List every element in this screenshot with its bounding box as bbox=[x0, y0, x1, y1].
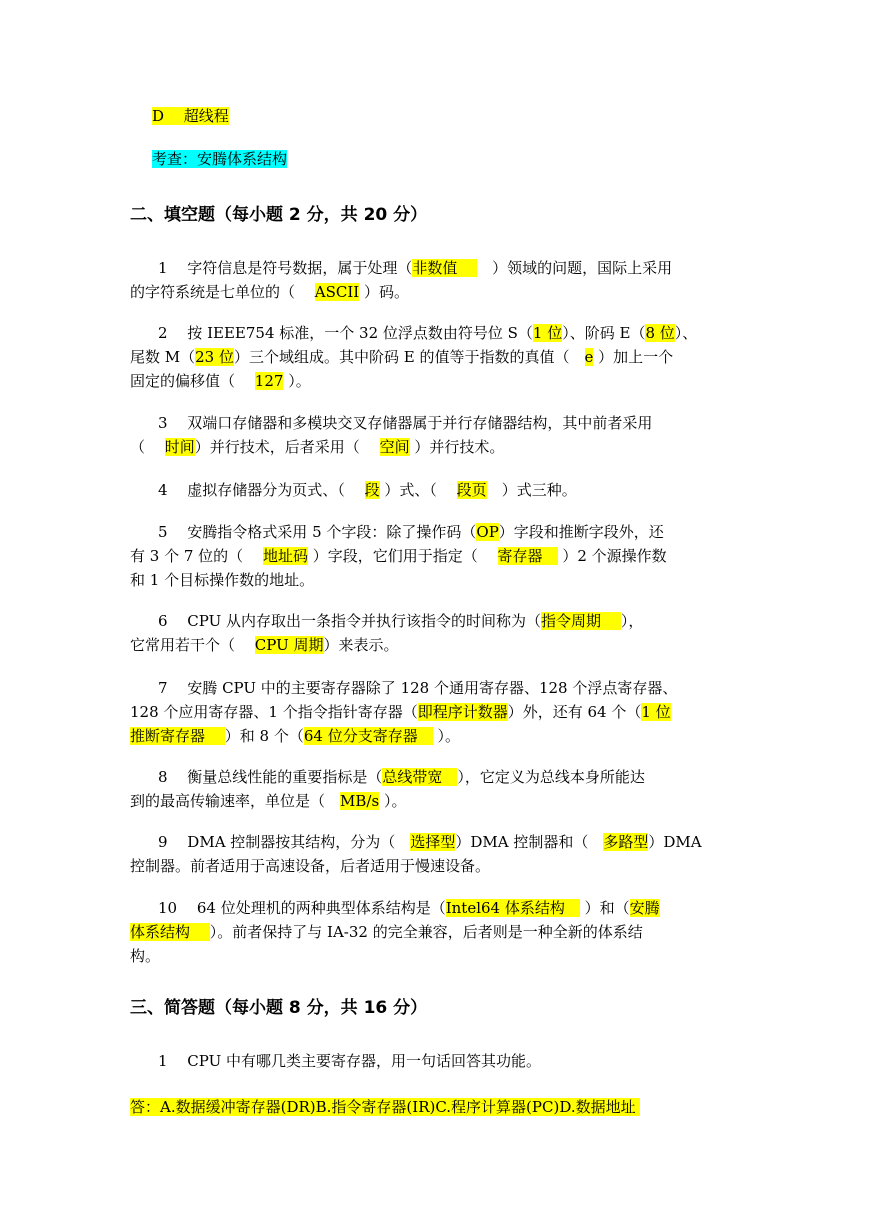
answer: 时间 bbox=[164, 438, 195, 456]
answer: CPU 周期 bbox=[254, 636, 324, 654]
answer: 段页 bbox=[456, 481, 487, 499]
answer: 体系结构 bbox=[130, 923, 210, 941]
answer: 总线带宽 bbox=[382, 768, 458, 786]
question-line: 8 衡量总线性能的重要指标是（总线带宽 ），它定义为总线本身所能达 bbox=[158, 768, 645, 786]
answer: 段 bbox=[364, 481, 380, 499]
answer: 127 bbox=[254, 372, 284, 390]
question-line: 到的最高传输速率，单位是（ MB/s ）。 bbox=[130, 792, 407, 810]
question-line: 3 双端口存储器和多模块交叉存储器属于并行存储器结构，其中前者采用 bbox=[158, 414, 653, 432]
answer: 选择型 bbox=[410, 833, 456, 851]
answer: 推断寄存器 bbox=[130, 727, 225, 745]
answer: 答：A.数据缓冲寄存器(DR)B.指令寄存器(IR)C.程序计算器(PC)D.数据地址 bbox=[130, 1098, 641, 1116]
answer: 8 位 bbox=[645, 324, 675, 342]
answer: Intel64 体系结构 bbox=[445, 899, 580, 917]
answer: OP bbox=[476, 523, 499, 541]
answer-line bbox=[130, 1096, 640, 1118]
question-line: 和 1 个目标操作数的地址。 bbox=[130, 571, 315, 589]
question-line: 7 安腾 CPU 中的主要寄存器除了 128 个通用寄存器、128 个浮点寄存器、 bbox=[158, 679, 678, 697]
answer: 非数值 bbox=[412, 259, 478, 277]
question-line: 控制器。前者适用于高速设备，后者适用于慢速设备。 bbox=[130, 857, 491, 875]
section-heading: 三、简答题（每小题 8 分，共 16 分） bbox=[130, 998, 428, 1018]
question-line: 推断寄存器 ）和 8 个（64 位分支寄存器 ）。 bbox=[130, 727, 461, 745]
question-line: 128 个应用寄存器、1 个指令指针寄存器（即程序计数器）外，还有 64 个（1 位 bbox=[130, 703, 671, 721]
question-line: 6 CPU 从内存取出一条指令并执行该指令的时间称为（指令周期 ）， bbox=[158, 612, 644, 630]
answer: MB/s bbox=[340, 792, 380, 810]
question-line: 2 按 IEEE754 标准，一个 32 位浮点数由符号位 S（1 位）、阶码 E（8 位）、 bbox=[158, 324, 698, 342]
highlighted-text: D 超线程 bbox=[152, 107, 229, 125]
question-line: 固定的偏移值（ 127 ）。 bbox=[130, 372, 311, 390]
answer: 64 位分支寄存器 bbox=[303, 727, 433, 745]
question-line: 10 64 位处理机的两种典型体系结构是（Intel64 体系结构 ）和（安腾 bbox=[158, 899, 660, 917]
section-heading: 二、填空题（每小题 2 分，共 20 分） bbox=[130, 205, 428, 225]
answer: ASCII bbox=[314, 283, 360, 301]
question-line: 尾数 M（23 位）三个域组成。其中阶码 E 的值等于指数的真值（ e ）加上一个 bbox=[130, 348, 674, 366]
answer: 1 位 bbox=[641, 703, 671, 721]
answer: 即程序计数器 bbox=[417, 703, 508, 721]
answer: 1 位 bbox=[532, 324, 563, 342]
question-line: 的字符系统是七单位的（ ASCII ）码。 bbox=[130, 283, 410, 301]
answer: e bbox=[584, 348, 594, 366]
answer: 安腾 bbox=[629, 899, 660, 917]
answer: 空间 bbox=[379, 438, 410, 456]
question-line: （ 时间）并行技术，后者采用（ 空间 ）并行技术。 bbox=[130, 438, 505, 456]
answer: 指令周期 bbox=[541, 612, 621, 630]
question-line: 5 安腾指令格式采用 5 个字段：除了操作码（OP）字段和推断字段外，还 bbox=[158, 523, 664, 541]
question-line: 它常用若干个（ CPU 周期）来表示。 bbox=[130, 636, 399, 654]
question-line: 构。 bbox=[130, 947, 161, 965]
answer: 寄存器 bbox=[497, 547, 558, 565]
question-line: 1 CPU 中有哪几类主要寄存器，用一句话回答其功能。 bbox=[158, 1052, 542, 1070]
question-line: 4 虚拟存储器分为页式、（ 段 ）式、（ 段页 ）式三种。 bbox=[158, 481, 577, 499]
question-line: 体系结构 ）。前者保持了与 IA-32 的完全兼容，后者则是一种全新的体系结 bbox=[130, 923, 643, 941]
highlighted-text: 考查：安腾体系结构 bbox=[152, 150, 288, 168]
question-line: 有 3 个 7 位的（ 地址码 ）字段，它们用于指定（ 寄存器 ）2 个源操作数 bbox=[130, 547, 667, 565]
question-line: 1 字符信息是符号数据，属于处理（非数值 ）领域的问题，国际上采用 bbox=[158, 259, 673, 277]
option-d bbox=[152, 105, 229, 127]
answer: 23 位 bbox=[195, 348, 234, 366]
answer: 地址码 bbox=[262, 547, 308, 565]
answer: 多路型 bbox=[603, 833, 649, 851]
question-line: 9 DMA 控制器按其结构，分为（ 选择型）DMA 控制器和（ 多路型）DMA bbox=[158, 833, 702, 851]
exam-point bbox=[152, 148, 287, 170]
